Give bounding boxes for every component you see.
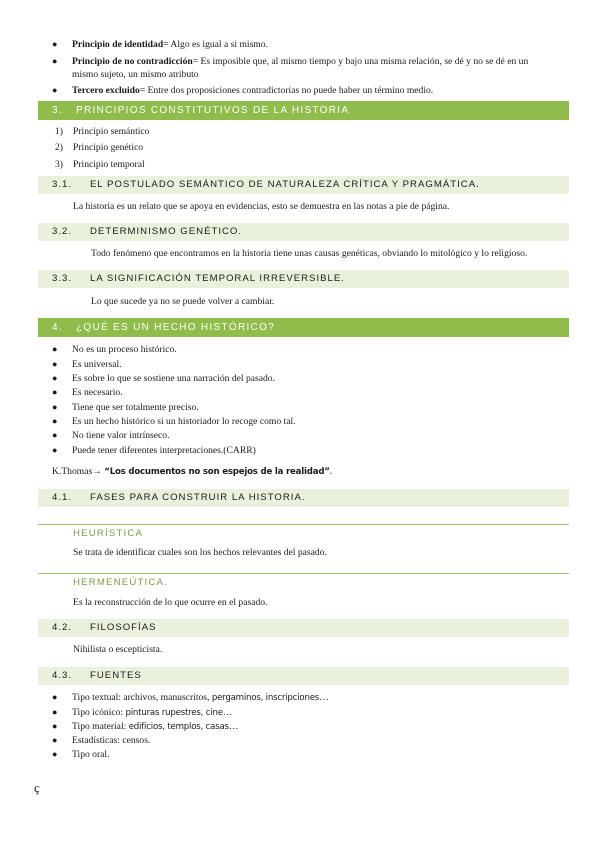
subsection-number: 4.3. bbox=[52, 670, 73, 681]
term: Principio de no contradicción bbox=[72, 56, 193, 67]
bullet-icon: ● bbox=[52, 402, 58, 412]
list-item bbox=[52, 343, 560, 356]
bullet-icon: ● bbox=[52, 707, 58, 717]
definition: = Es imposible que, al mismo tiempo y bajo una misma relación, se dé y no se dé en un bbox=[192, 56, 529, 67]
paragraph: Lo que sucede ya no se puede volver a cambiar. bbox=[91, 296, 275, 307]
source-handwritten: pergaminos, inscripciones bbox=[211, 693, 320, 703]
bullet-icon: ● bbox=[52, 735, 58, 745]
list-text: No tiene valor intrínseco. bbox=[72, 430, 170, 441]
bullet-icon: ● bbox=[52, 344, 58, 354]
term: Principio de identidad bbox=[72, 39, 164, 50]
subsection-heading-3-3 bbox=[38, 270, 569, 288]
list-item bbox=[52, 706, 560, 720]
source-handwritten: pinturas rupestres, cine bbox=[125, 708, 223, 718]
term: Tercero excluido bbox=[72, 85, 140, 96]
quote-author: K.Thomas bbox=[52, 466, 93, 477]
list-item bbox=[52, 358, 560, 371]
list-item bbox=[52, 734, 560, 747]
list-item bbox=[52, 386, 560, 399]
list-item bbox=[52, 720, 560, 734]
list-number: 3) bbox=[55, 159, 63, 170]
subsection-heading-4-3 bbox=[38, 667, 569, 685]
list-item bbox=[52, 444, 560, 457]
bullet-icon: ● bbox=[52, 39, 58, 49]
list-item bbox=[52, 372, 560, 385]
divider bbox=[38, 573, 569, 574]
minor-heading: HEURÍSTICA bbox=[73, 528, 144, 539]
list-number: 1) bbox=[55, 126, 63, 137]
section-number: 3. bbox=[52, 105, 63, 116]
quote-text: “Los documentos no son espejos de la realidad” bbox=[104, 467, 330, 477]
bullet-icon: ● bbox=[52, 749, 58, 759]
list-item bbox=[55, 158, 145, 171]
list-label: Principio genético bbox=[73, 142, 144, 153]
paragraph: Se trata de identificar cuales son los hechos relevantes del pasado. bbox=[73, 547, 327, 558]
subsection-number: 3.1. bbox=[52, 179, 73, 190]
bullet-icon: ● bbox=[52, 359, 58, 369]
bullet-icon: ● bbox=[52, 692, 58, 702]
subsection-title: FILOSOFÍAS bbox=[90, 622, 157, 633]
list-text: Es sobre lo que se sostiene una narración del pasado. bbox=[72, 373, 276, 384]
definition: = Algo es igual a si mismo. bbox=[163, 39, 268, 50]
page-mark: ç bbox=[34, 780, 40, 795]
list-text: Es un hecho histórico si un historiador lo recoge como tal. bbox=[72, 416, 296, 427]
quote-end: . bbox=[329, 466, 333, 477]
list-item bbox=[52, 84, 560, 97]
list-item bbox=[52, 429, 560, 442]
section-title: ¿QUÉ ES UN HECHO HISTÓRICO? bbox=[76, 322, 276, 333]
list-item bbox=[55, 141, 143, 154]
arrow-icon: → bbox=[92, 466, 102, 477]
list-item bbox=[52, 415, 560, 428]
list-item bbox=[52, 55, 560, 81]
section-heading-3 bbox=[38, 101, 569, 120]
ellipsis: … bbox=[319, 692, 329, 703]
section-title: PRINCIPIOS CONSTITUTIVOS DE LA HISTORIA bbox=[76, 105, 350, 116]
subsection-number: 3.2. bbox=[52, 226, 73, 237]
paragraph: Es la reconstrucción de lo que ocurre en el pasado. bbox=[73, 597, 268, 608]
source-label: Tipo oral. bbox=[72, 749, 110, 760]
divider bbox=[38, 524, 569, 525]
list-text: No es un proceso histórico. bbox=[72, 344, 177, 355]
paragraph: Nihilista o escepticista. bbox=[73, 644, 163, 655]
list-label: Principio temporal bbox=[73, 159, 145, 170]
source-label: Tipo icónico: bbox=[72, 707, 126, 718]
subsection-number: 3.3. bbox=[52, 273, 73, 284]
subsection-heading-3-2 bbox=[38, 223, 569, 241]
ellipsis: … bbox=[228, 721, 239, 732]
subsection-heading-4-1 bbox=[38, 489, 569, 507]
subsection-number: 4.2. bbox=[52, 622, 73, 633]
bullet-icon: ● bbox=[52, 721, 58, 731]
subsection-heading-4-2 bbox=[38, 619, 569, 637]
paragraph: Todo fenómeno que encontramos en la historia tiene unas causas genéticas, obviando lo mitológico y lo religioso. bbox=[91, 248, 528, 259]
bullet-icon: ● bbox=[52, 373, 58, 383]
quote-line bbox=[52, 465, 332, 479]
list-number: 2) bbox=[55, 142, 63, 153]
bullet-icon: ● bbox=[52, 85, 58, 95]
section-number: 4. bbox=[52, 322, 63, 333]
list-text: Es universal. bbox=[72, 359, 122, 370]
subsection-title: DETERMINISMO GENÉTICO. bbox=[90, 226, 243, 237]
bullet-icon: ● bbox=[52, 387, 58, 397]
list-item bbox=[55, 125, 149, 138]
minor-heading: HERMENEÚTICA. bbox=[73, 577, 169, 588]
list-item bbox=[52, 748, 560, 761]
subsection-number: 4.1. bbox=[52, 492, 73, 503]
subsection-title: FASES PARA CONSTRUIR LA HISTORIA. bbox=[90, 492, 306, 503]
source-label: Tipo material: bbox=[72, 721, 129, 732]
bullet-icon: ● bbox=[52, 430, 58, 440]
bullet-icon: ● bbox=[52, 416, 58, 426]
list-item bbox=[52, 691, 560, 705]
list-text: Es necesario. bbox=[72, 387, 123, 398]
definition: = Entre dos proposiciones contradictorias no puede haber un término medio. bbox=[139, 85, 434, 96]
source-label: Tipo textual: archivos, manuscritos, bbox=[72, 692, 212, 703]
list-label: Principio semántico bbox=[73, 126, 150, 137]
ellipsis: … bbox=[222, 707, 233, 718]
list-item bbox=[52, 401, 560, 414]
list-item bbox=[52, 38, 560, 51]
subsection-title: FUENTES bbox=[90, 670, 142, 681]
bullet-icon: ● bbox=[52, 56, 58, 66]
subsection-heading-3-1 bbox=[38, 176, 569, 194]
subsection-title: EL POSTULADO SEMÁNTICO DE NATURALEZA CRÍTICA Y PRAGMÁTICA. bbox=[90, 179, 480, 190]
bullet-icon: ● bbox=[52, 445, 58, 455]
definition-cont: mismo sujeto, un mismo atributo bbox=[72, 69, 199, 80]
subsection-title: LA SIGNIFICACIÓN TEMPORAL IRREVERSIBLE. bbox=[90, 273, 345, 284]
paragraph: La historia es un relato que se apoya en evidencias, esto se demuestra en las notas a pie de página. bbox=[73, 201, 450, 212]
source-label: Estadísticas: censos. bbox=[72, 735, 151, 746]
source-handwritten: edificios, templos, casas bbox=[128, 722, 229, 732]
list-text: Tiene que ser totalmente preciso. bbox=[72, 402, 199, 413]
section-heading-4 bbox=[38, 318, 569, 337]
list-text: Puede tener diferentes interpretaciones.(CARR) bbox=[72, 445, 256, 456]
